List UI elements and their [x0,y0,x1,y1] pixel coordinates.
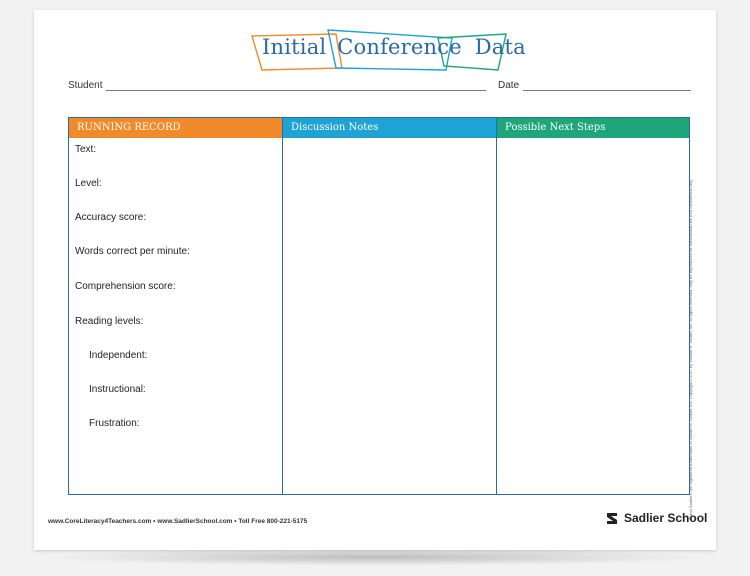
item-accuracy-score: Accuracy score: [75,212,147,223]
item-text: Text: [75,144,97,155]
date-label: Date [498,80,520,91]
item-comprehension-score: Comprehension score: [75,281,176,292]
item-instructional: Instructional: [89,384,146,395]
title-word-conference: Conference [337,35,462,59]
footer-links: www.CoreLiteracy4Teachers.com • www.SadlierSchool.com • Toll Free 800-221-5175 [48,518,308,525]
item-reading-levels: Reading levels: [75,316,144,327]
item-independent: Independent: [89,350,148,361]
sadlier-logo [604,510,707,526]
column-header-running-record: RUNNING RECORD [69,118,282,138]
sadlier-mark-icon [604,510,620,526]
title-word-initial: Initial [262,35,327,59]
next-steps-column[interactable] [496,118,689,494]
brand-name: Sadlier School [624,511,708,525]
copyright-text: ® and Sadlier® are registered trademarks of William H. Sadlier, Inc. Copyright ©2017 by William H. Sadlier, Inc. All rights reserved. May be reproduced for educational use (not commercial use). [688,178,693,520]
date-line[interactable] [523,80,691,91]
worksheet-page [34,10,716,550]
discussion-notes-column[interactable] [282,118,496,494]
student-label: Student [68,80,103,91]
item-level: Level: [75,178,102,189]
conference-table [68,117,690,495]
page-title [244,26,526,74]
copyright-notice [688,120,698,520]
running-record-column [69,118,282,494]
column-header-discussion-notes: Discussion Notes [283,118,496,138]
title-word-data: Data [474,35,526,59]
page-shadow [40,548,712,566]
item-frustration: Frustration: [89,418,140,429]
student-field[interactable] [68,80,486,91]
title-text [262,35,526,59]
column-header-possible-next-steps: Possible Next Steps [497,118,689,138]
student-line[interactable] [106,80,486,91]
date-field[interactable] [498,80,691,91]
header-fields [68,80,688,96]
item-words-correct-per-minute: Words correct per minute: [75,246,190,257]
